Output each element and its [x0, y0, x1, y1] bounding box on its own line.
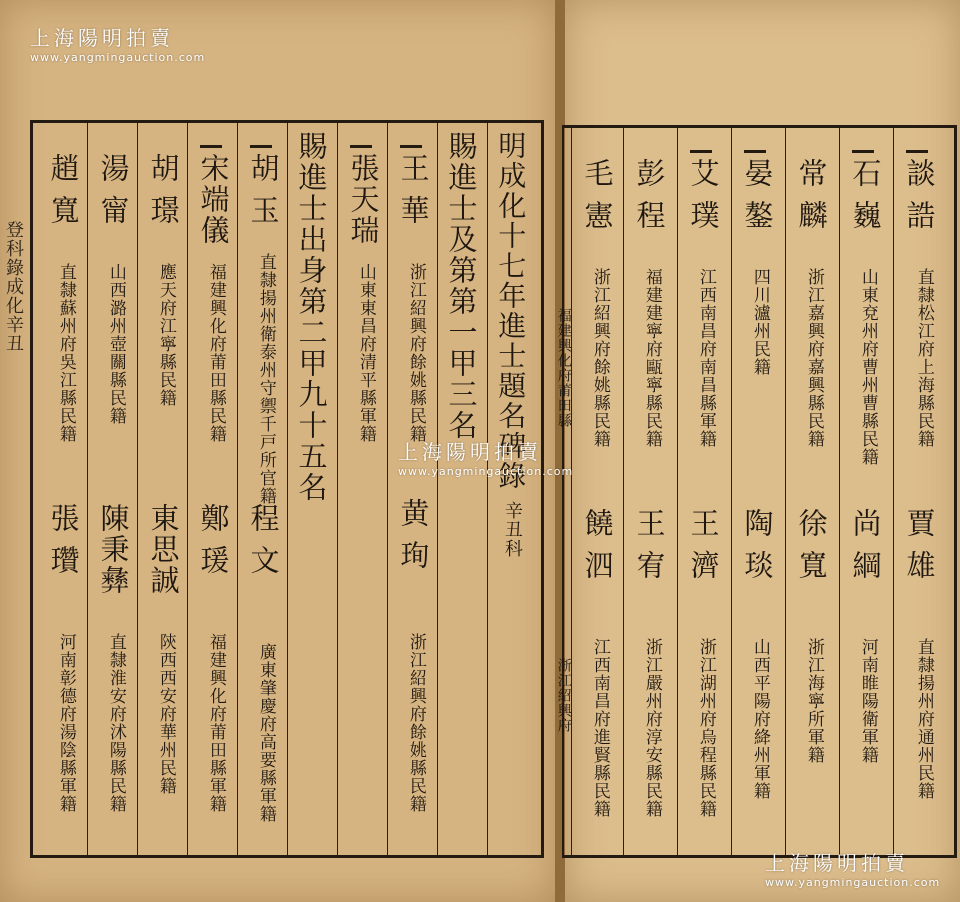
entry-origin: 直隸蘇州府吳江縣民籍 — [55, 263, 76, 443]
entry-name: 湯 甯 — [96, 153, 131, 227]
entry-origin: 山東東昌府清平縣軍籍 — [355, 263, 376, 443]
page-title: 明成化十七年進士題名碑錄 — [494, 131, 528, 491]
entry-name: 陶 琰 — [740, 508, 775, 582]
watermark-url: www.yangmingauction.com — [398, 465, 574, 478]
entry-column — [572, 128, 624, 855]
entry-name: 尚 綱 — [848, 508, 883, 582]
entry-origin: 直隸揚州衛泰州守禦千戸所官籍 — [255, 253, 276, 505]
entry-name: 常 麟 — [794, 158, 829, 232]
watermark-title: 上海陽明拍賣 — [398, 440, 542, 464]
entry-name: 程 文 — [246, 503, 281, 577]
entry-column — [678, 128, 732, 855]
entry-origin: 直隸淮安府沭陽縣民籍 — [105, 633, 126, 813]
entry-name: 王 濟 — [686, 508, 721, 582]
entry-column — [624, 128, 678, 855]
entry-name: 徐 寬 — [794, 508, 829, 582]
entry-marker — [200, 145, 222, 148]
entry-origin: 陝西西安府華州民籍 — [155, 633, 176, 795]
entry-marker — [852, 150, 874, 153]
entry-origin: 浙江嚴州府淳安縣民籍 — [641, 638, 662, 818]
entry-name: 賈 雄 — [902, 508, 937, 582]
watermark-title: 上海陽明拍賣 — [765, 851, 909, 875]
entry-name: 宋端儀 — [196, 153, 231, 246]
entry-column-partial — [555, 128, 572, 855]
entry-marker — [350, 145, 372, 148]
entry-name: 王 宥 — [632, 508, 667, 582]
entry-origin: 直隸揚州府通州民籍 — [913, 638, 934, 800]
entry-name: 石 巍 — [848, 158, 883, 232]
watermark-center — [398, 436, 573, 478]
entry-name: 胡 玉 — [246, 153, 281, 227]
entry-column — [188, 123, 238, 855]
entry-name: 王 華 — [396, 153, 431, 227]
entry-origin: 浙江紹興府餘姚縣民籍 — [405, 263, 426, 443]
entry-origin: 浙江湖州府烏程縣民籍 — [695, 638, 716, 818]
entry-origin: 江西南昌府南昌縣軍籍 — [695, 268, 716, 448]
entry-column — [388, 123, 438, 855]
entry-marker — [906, 150, 928, 153]
entry-origin: 福建興化府莆田縣軍籍 — [205, 633, 226, 813]
title-column — [488, 123, 541, 855]
entry-marker — [400, 145, 422, 148]
entry-marker — [250, 145, 272, 148]
entry-column — [138, 123, 188, 855]
entry-origin: 山西平陽府絳州軍籍 — [749, 638, 770, 800]
entry-origin: 廣東肇慶府高要縣軍籍 — [255, 643, 276, 823]
entry-origin: 應天府江寧縣民籍 — [155, 263, 176, 407]
title-stamp: 辛丑科 — [501, 501, 523, 558]
entry-name: 張天瑞 — [346, 153, 381, 246]
entry-marker — [690, 150, 712, 153]
entry-origin: 福建興化府莆田縣 — [555, 308, 572, 428]
entry-column — [840, 128, 894, 855]
entry-name: 胡 璟 — [146, 153, 181, 227]
entry-column — [88, 123, 138, 855]
entry-origin: 浙江嘉興府嘉興縣民籍 — [803, 268, 824, 448]
entry-origin: 河南彰德府湯陰縣軍籍 — [55, 633, 76, 813]
entry-origin: 江西南昌府進賢縣民籍 — [589, 638, 610, 818]
entry-column — [338, 123, 388, 855]
entry-name: 晏 鏊 — [740, 158, 775, 232]
entry-origin: 直隸松江府上海縣民籍 — [913, 268, 934, 448]
entry-name: 鄭 瑗 — [196, 503, 231, 577]
entry-origin: 河南睢陽衛軍籍 — [857, 638, 878, 764]
entry-origin: 福建建寧府甌寧縣民籍 — [641, 268, 662, 448]
entry-origin: 浙江紹興府 — [555, 658, 572, 733]
entry-origin: 山西潞州壺關縣民籍 — [105, 263, 126, 425]
entry-origin: 浙江海寧所軍籍 — [803, 638, 824, 764]
section-column — [438, 123, 488, 855]
section-column — [288, 123, 338, 855]
entry-name: 東思誠 — [146, 503, 181, 596]
watermark-bottom-right — [765, 847, 940, 889]
left-page-frame — [30, 120, 544, 858]
entry-name: 趙 寬 — [46, 153, 81, 227]
watermark-url: www.yangmingauction.com — [30, 51, 206, 64]
right-page-frame — [555, 125, 957, 858]
watermark-top-left — [30, 22, 205, 64]
entry-name: 彭 程 — [632, 158, 667, 232]
entry-origin: 浙江紹興府餘姚縣民籍 — [405, 633, 426, 813]
entry-column — [732, 128, 786, 855]
entry-name: 黄 珣 — [396, 498, 431, 572]
spine-text: 登科錄成化辛丑 — [3, 220, 24, 353]
entry-origin: 福建興化府莆田縣民籍 — [205, 263, 226, 443]
entry-name: 艾 璞 — [686, 158, 721, 232]
entry-column — [38, 123, 88, 855]
entry-name: 毛 憲 — [580, 158, 615, 232]
entry-marker — [744, 150, 766, 153]
entry-name: 陳秉彝 — [96, 503, 131, 596]
entry-column — [238, 123, 288, 855]
section-heading: 賜進士及第第一甲三名 — [444, 131, 479, 441]
entry-origin: 四川瀘州民籍 — [749, 268, 770, 376]
section-heading: 賜進士出身第二甲九十五名 — [294, 131, 329, 503]
entry-column — [786, 128, 840, 855]
entry-name: 張 瓚 — [46, 503, 81, 577]
entry-name: 饒 泗 — [580, 508, 615, 582]
entry-origin: 浙江紹興府餘姚縣民籍 — [589, 268, 610, 448]
entry-origin: 山東兗州府曹州曹縣民籍 — [857, 268, 878, 466]
entry-column — [894, 128, 954, 855]
entry-name: 談 誥 — [902, 158, 937, 232]
watermark-title: 上海陽明拍賣 — [30, 26, 174, 50]
watermark-url: www.yangmingauction.com — [765, 876, 941, 889]
